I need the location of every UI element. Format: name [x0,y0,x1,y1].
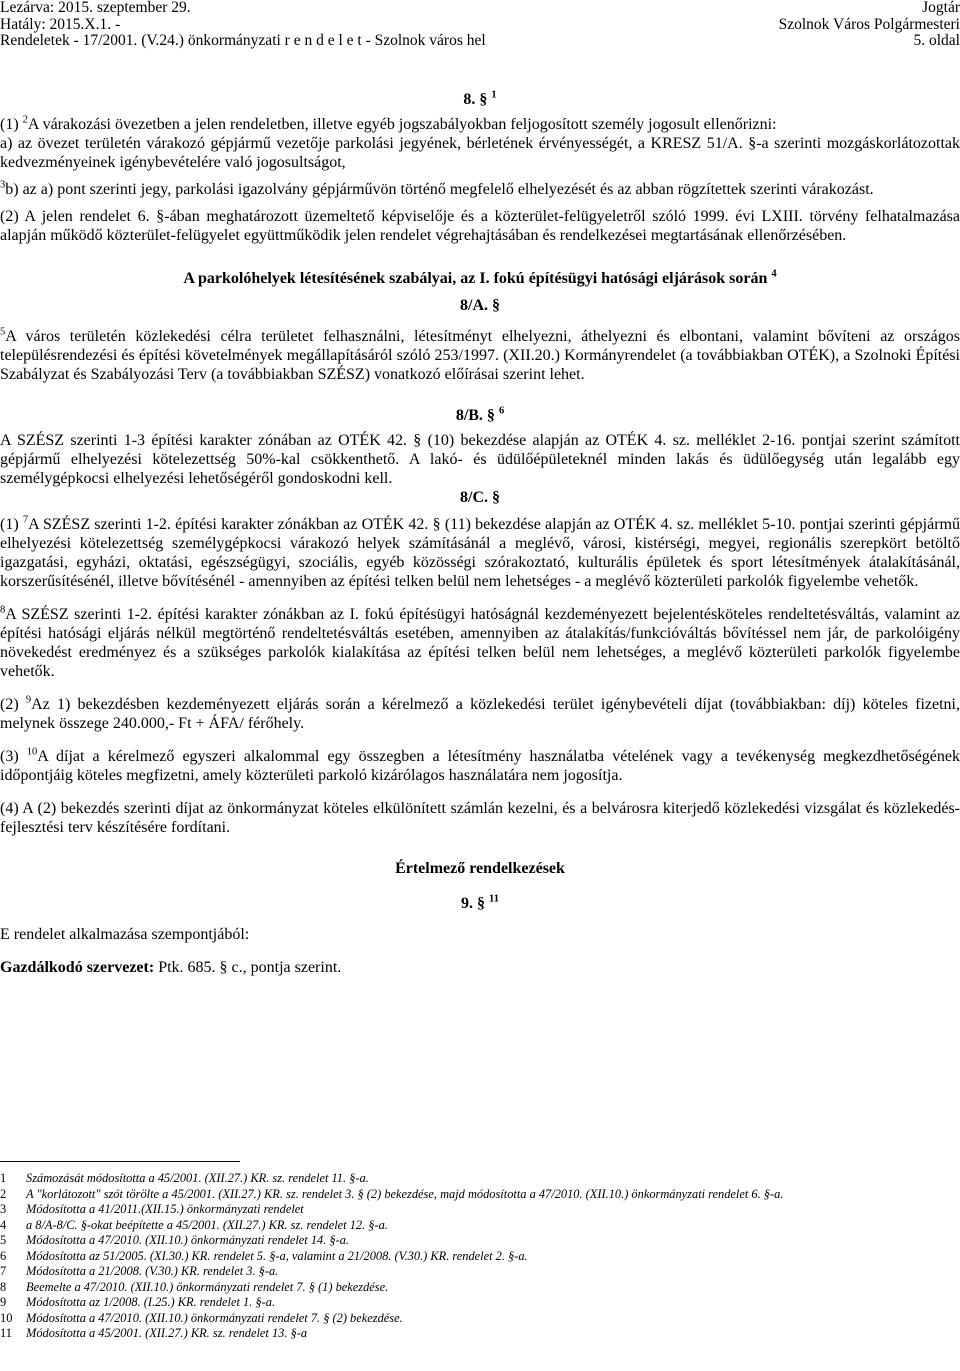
paragraph-8-1-b: $^3$b) az a) pont szerinti jegy, parkolási igazolvány gépjárművön történő megfelelő elhelyezését és az abban rögzítettek szerinti várakozást. [0,179,874,198]
page-number: 5. oldal [913,32,960,49]
footnote-ref[interactable]: 5 [0,326,6,338]
heading-definitions: Értelmező rendelkezések [395,860,565,877]
footnote-ref[interactable]: 1 [491,89,497,101]
footnote-item: 1 Számozását módosította a 45/2001. (XII.27.) KR. sz. rendelet 11. §-a. [0,1171,369,1185]
defined-term: Gazdálkodó szervezet: [0,959,155,976]
section-8-title: 8. § $^1$ [463,89,497,108]
footnote-ref[interactable]: 3 [0,179,6,191]
paragraph-9-definition: Gazdálkodó szervezet: Ptk. 685. § c., pontja szerint. [0,959,342,976]
publisher: Jogtár [922,0,960,16]
footnote-divider [0,1161,240,1162]
footnotes [0,1171,960,1342]
footnote-item: 3 Módosította a 41/2011.(XII.15.) önkormányzati rendelet [0,1202,304,1216]
paragraph-9: E rendelet alkalmazása szempontjából: [0,926,250,943]
section-8b-title: 8/B. § $^6$ [455,405,505,424]
footnote-ref[interactable]: 2 [22,114,28,126]
footnote-ref[interactable]: 6 [498,405,505,417]
office-name: Szolnok Város Polgármesteri [778,15,960,33]
footnote-item: 6 Módosította az 51/2005. (XI.30.) KR. rendelet 5. §-a, valamint a 21/2008. (V.30.) KR. rendelet 2. §-a. [0,1248,528,1263]
footnote-ref[interactable]: 8 [0,604,6,616]
footnote-item: 9 Módosította az 1/2008. (I.25.) KR. rendelet 1. §-a. [0,1295,276,1309]
heading-parking: A parkolóhelyek létesítésének szabályai, az I. fokú építésügyi hatósági eljárások során $^4$ [183,268,777,287]
paragraph-8a: $^5$A város területén közlekedési célra területet felhasználni, létesítményt elhelyezni, áthelyezni és elbontani, valamint bővíteni az országos településrendezési és építési követelmények megállapításáról szóló 253/1997. (XII.20.) Kormányrendelet (a továbbiakban OTÉK), a Szolnoki Építési Szabályzat és Szabályozási Terv (a továbbiakban SZÉSZ) vonatkozó előírásai szerint lehet. [0,326,960,383]
footnote-ref[interactable]: 9 [25,694,32,706]
footnote-item: 8 Beemelte a 47/2010. (XII.10.) önkormányzati rendelet 7. § (1) bekezdése. [0,1279,389,1294]
footnote-ref[interactable]: 11 [489,893,499,905]
footnote-item: 2 A "korlátozott" szót törölte a 45/2001. (XII.27.) KR. sz. rendelet 3. § (2) bekezdése, majd módosította a 47/2010. (XII.10.) önkormányzati rendelet 6. §-a. [0,1186,784,1201]
page-header [0,0,960,52]
paragraph-8c-3: (3) $^{10}$A díjat a kérelmező egyszeri alkalommal egy összegben a létesítmény használatba vételének vagy a tevékenység megkezdhetőségének időpontjáig köteles megfizetni, amely közterületi parkoló kizárólagos használatára nem jogosítja. [0,746,960,784]
paragraph-8c-2: (2) $^9$Az 1) bekezdésben kezdeményezett eljárás során a kérelmező a közlekedési terület igénybevételi díjat (továbbiakban: díj) köteles fizetni, melynek összege 240.000,- Ft + ÁFA/ férőhely. [0,694,960,732]
paragraph-8c-1: (1) $^7$A SZÉSZ szerinti 1-2. építési karakter zónákban az OTÉK 42. § (11) bekezdése alapján az OTÉK 4. sz. melléklet 5-10. pontjai szerinti gépjármű elhelyezési kötelezettség személygépkocsi várakozó helyek számításánál a meglévő, városi, kistérségi, megyei, regionális szerepkört betöltő igazgatási, egyházi, oktatási, egészségügyi, szociális, egyéb közösségi szórakoztató, kulturális épületek és sport létesítmények átalakításánál, korszerűsítésénél, illetve bővítésénél - amennyiben az építési telken belül nem lehetséges - a meglévő közterületi parkolók figyelembe vehetők. [0,514,960,590]
paragraph-8-1-a: a) az övezet területén várakozó gépjármű vezetője parkolási jegyének, bérletének érvényességét, a KRESZ 51/A. §-a szerinti mozgáskorlátozottak kedvezményeinek igénybevételére való jogosultságot, [0,135,960,171]
lock-date: Lezárva: 2015. szeptember 29. [0,0,191,16]
section-8c-title: 8/C. § [460,489,500,506]
regulation-title: Rendeletek - 17/2001. (V.24.) önkormányzati r e n d e l e t - Szolnok város hel [0,32,486,49]
footnote-ref[interactable]: 10 [26,746,38,758]
paragraph-8b: A SZÉSZ szerinti 1-3 építési karakter zónában az OTÉK 42. § (10) bekezdése alapján az OTÉK 4. sz. melléklet 2-16. pontjai szerint számított gépjármű elhelyezési kötelezettség 50%-kal csökkenthető. A lakó- és üdülőépületeknél minden lakás és üdülőegység után legalább egy személygépkocsi elhelyezési lehetőségéről gondoskodni kell. [0,432,960,487]
section-8a-title: 8/A. § [460,297,500,314]
footnote-item: 11 Módosította a 45/2001. (XII.27.) KR. sz. rendelet 13. §-a [0,1326,308,1340]
footnote-ref[interactable]: 7 [22,514,29,526]
footnote-item: 7 Módosította a 21/2008. (V.30.) KR. rendelet 3. §-a. [0,1264,279,1278]
footnote-item: 5 Módosította a 47/2010. (XII.10.) önkormányzati rendelet 14. §-a. [0,1233,350,1247]
paragraph-8c-fn8: $^8$A SZÉSZ szerinti 1-2. építési karakter zónákban az I. fokú építésügyi hatóságnál kezdeményezett bejelentésköteles rendeltetésváltás, valamint az építési hatósági eljárás nélkül megtörténő rendeltetésváltás esetében, amennyiben az átalakítás/funkcióváltás bővítéssel nem jár, de parkolóigény növekedést eredményez és a szükséges parkolók kialakítása az építési telken belül nem lehetséges, a meglévő közterületi parkolók figyelembe vehetők. [0,604,960,680]
header-right [779,0,960,50]
footnote-item: 10 Módosította a 47/2010. (XII.10.) önkormányzati rendelet 7. § (2) bekezdése. [0,1310,403,1325]
paragraph-8-1: (1) $^2$A várakozási övezetben a jelen rendeletben, illetve egyéb jogszabályokban feljogosított személy jogosult ellenőrizni: [0,114,777,133]
paragraph-8c-4: (4) A (2) bekezdés szerinti díjat az önkormányzat köteles elkülönített számlán kezelni, és a belvárosra kiterjedő közlekedési vizsgálat és közlekedés-fejlesztési terv készítésére fordítani. [0,800,960,836]
section-9-title: 9. § $^{11}$ [461,893,499,912]
document-body [0,90,960,977]
effective-date: Hatály: 2015.X.1. - [0,15,121,33]
paragraph-8-2: (2) A jelen rendelet 6. §-ában meghatározott üzemeltető képviselője és a közterület-felügyeletről szóló 1999. évi LXIII. törvény felhatalmazása alapján működő közterület-felügyelet együttműködik jelen rendelet végrehajtásában és rendelkezései megtartásának ellenőrzésében. [0,208,960,244]
header-left [0,0,486,50]
footnote-ref[interactable]: 4 [771,268,777,280]
footnote-item: 4 a 8/A-8/C. §-okat beépítette a 45/2001. (XII.27.) KR. sz. rendelet 12. §-a. [0,1217,388,1232]
